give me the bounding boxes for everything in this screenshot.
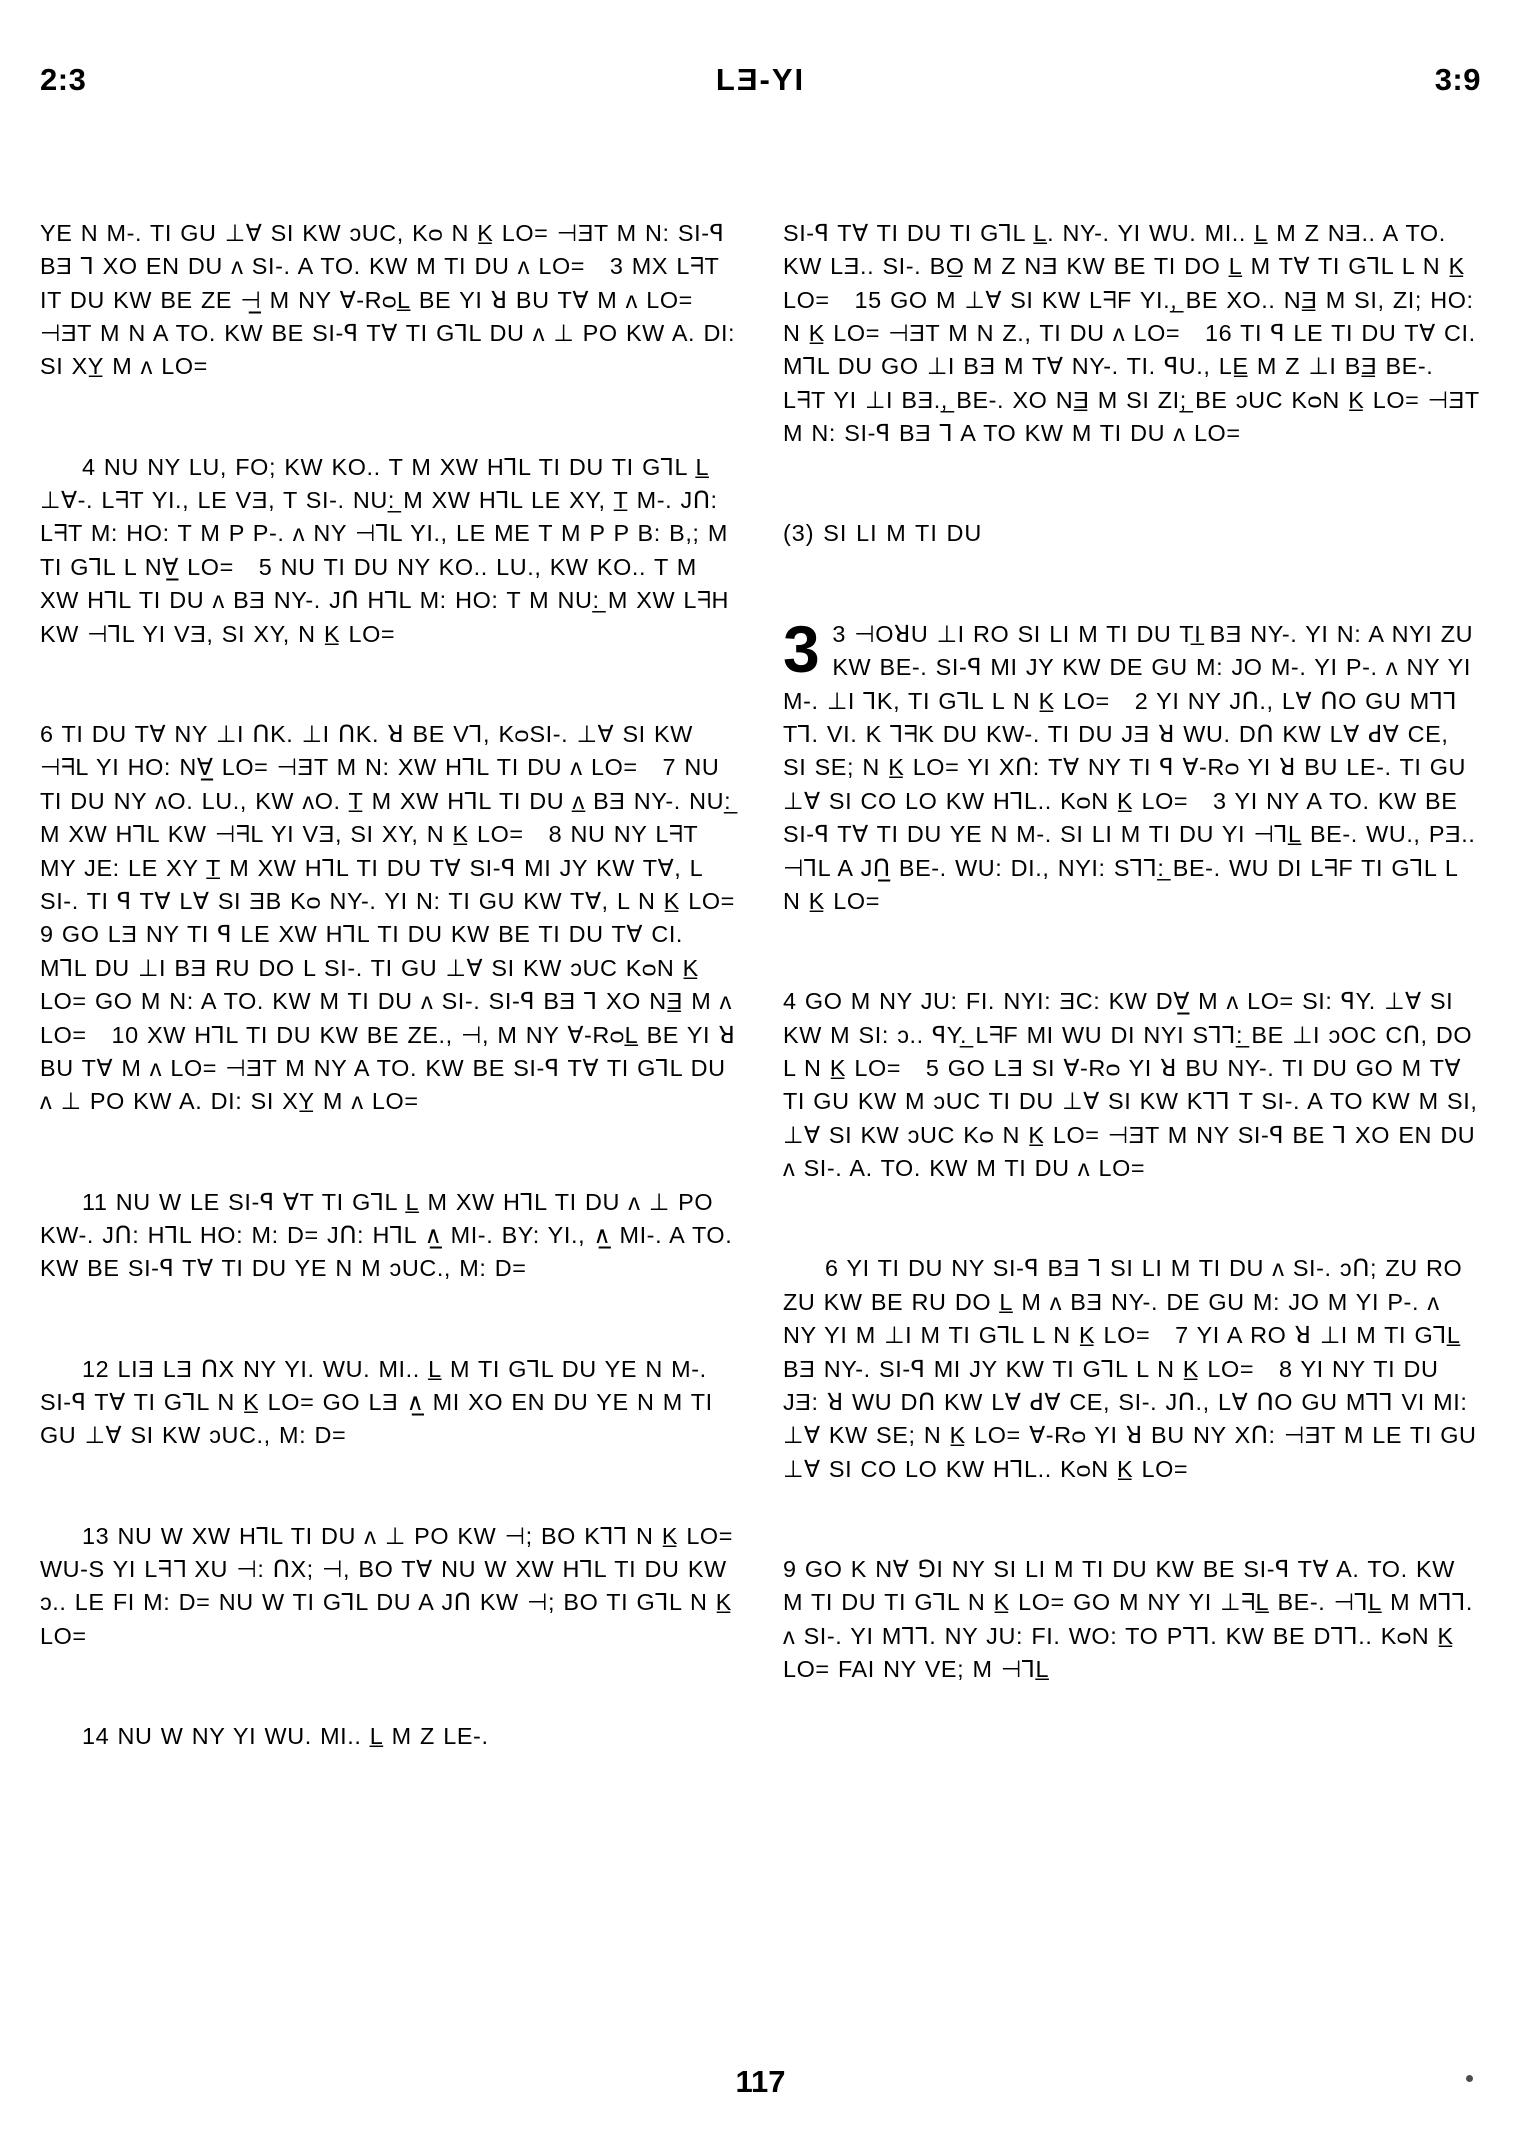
paragraph: 11 NU W LE SI-ꟼ ∀T TI GꓶL L̲ M XW HꓶL TI DU ʌ ⊥ PO KW-. Jꓵ: HꓶL HO: M: D= Jꓵ: HꓶL ∧̲ MI-. BY: YI., ∧̲ MI-. A TO. KW BE SI-ꟼ T∀ TI DU YE N M ᴐUC., M: D= (40, 1188, 741, 1282)
paragraph: 12 LIƎ LƎ ꓵX NY YI. WU. MI.. L̲ M TI GꓶL DU YE N M-. SI-ꟼ T∀ TI GꓶL N K̲ LO= GO LƎ ∧̲ MI XO EN DU YE N M TI GU ⊥∀ SI KW ᴐUC., M: D= (40, 1355, 722, 1449)
scan-speck (1466, 2075, 1473, 2082)
paragraph: 6 TI DU T∀ NY ⊥I ꓵK. ⊥I ꓵK. ꓤ BE V⅂, KᴑSI-. ⊥∀ SI KW ⊣ᖷL YI HO: N∀̲ LO= ⊣ƎT M N: XW HꓶL TI DU ʌ LO= 7 NU TI DU NY ʌO. LU., KW ʌO. T̲ M XW HꓶL TI DU ʌ̲ BƎ NY-. NU:̲ M XW HꓶL KW ⊣ᖷL YI VƎ, SI XY, N K̲ LO= 8 NU NY LᖷT MY JE: LE XY T̲ M XW HꓶL TI DU T∀ SI-ꟼ MI JY KW T∀, L SI-. TI ꟼ T∀ L∀ SI ƎB Kᴑ NY-. YI N: TI GU KW T∀, L N K̲ LO= 9 GO LƎ NY TI ꟼ LE XW HꓶL TI DU KW BE TI DU T∀ CI. MꓶL DU ⊥I BƎ RU DO L SI-. TI GU ⊥∀ SI KW ᴐUC KᴑN K̲ LO= GO M N: A TO. KW M TI DU ʌ SI-. SI-ꟼ BƎ ⅂ XO NƎ̲ M ʌ LO= 10 XW HꓶL TI DU KW BE ZE., ⊣, M NY ∀-RᴑL̲ BE YI ꓤ BU T∀ M ʌ LO= ⊣ƎT M NY A TO. KW BE SI-ꟼ T∀ TI GꓶL DU ʌ ⊥ PO KW A. DI: SI XY̲ M ʌ LO= (40, 720, 760, 1115)
paragraph: SI-ꟼ T∀ TI DU TI GꓶL L̲. NY-. YI WU. MI.. L̲ M Z NƎ.. A TO. KW LƎ.. SI-. BO̲ M Z NƎ KW BE TI DO L̲ M T∀ TI GꓶL L N K̲ LO= 15 GO M ⊥∀ SI KW LᖷF YI.,̲ BE XO.. NƎ̲ M SI, ZI; HO: N K̲ LO= ⊣ƎT M N Z., TI DU ʌ LO= 16 TI ꟼ LE TI DU T∀ CI. MꓶL DU GO ⊥I BƎ M T∀ NY-. TI. ꟼU., LE̲ M Z ⊥I BƎ̲ BE-. LᖷT YI ⊥I BƎ.,̲ BE-. XO NƎ̲ M SI ZI;̲ BE ᴐUC KᴑN K̲ LO= ⊣ƎT M N: SI-ꟼ BƎ ⅂ A TO KW M TI DU ʌ LO= (783, 219, 1488, 447)
chapter-number: 3 (783, 611, 821, 686)
text-body (40, 150, 1488, 2030)
paragraph: 9 GO K N∀ ꓨI NY SI LI M TI DU KW BE SI-ꟼ T∀ A. TO. KW M TI DU TI GꓶL N K̲ LO= GO M NY YI ⊥ᖷL̲ BE-. ⊣ꓶL̲ M Mꓶ⅂. ʌ SI-. YI Mꓶ⅂. NY JU: FI. WO: TO Pꓶ⅂. KW BE Dꓶ⅂.. KᴑN K̲ LO= FAI NY VE; M ⊣ꓶL̲ (783, 1556, 1482, 1683)
column-right (783, 150, 1488, 2030)
paragraph: 14 NU W NY YI WU. MI.. L̲ M Z LE-. (82, 1723, 489, 1750)
paragraph: 13 NU W XW HꓶL TI DU ʌ ⊥ PO KW ⊣; BO Kꓶ⅂ N K̲ LO= WU-S YI Lᖷ⅂ XU ⊣: ꓵX; ⊣, BO T∀ NU W XW HꓶL TI DU KW ᴐ.. LE FI M: D= NU W TI GꓶL DU A Jꓵ KW ⊣; BO TI GꓶL N K̲ LO= (40, 1522, 742, 1649)
book-title: LƎ-YI (715, 62, 806, 97)
paragraph: YE N M-. TI GU ⊥∀ SI KW ᴐUC, Kᴑ N K̲ LO= ⊣ƎT M N: SI-ꟼ BƎ ⅂ XO EN DU ʌ SI-. A TO. KW M TI DU ʌ LO= 3 MX LᖷT IT DU KW BE ZE ⊣̲ M NY ∀-RᴑL̲ BE YI ꓤ BU T∀ M ʌ LO= ⊣ƎT M N A TO. KW BE SI-ꟼ T∀ TI GꓶL DU ʌ ⊥ PO KW A. DI: SI XY̲ M ʌ LO= (40, 219, 744, 380)
paragraph: 4 GO M NY JU: FI. NYI: ƎC: KW D∀̲ M ʌ LO= SI: ꟼY. ⊥∀ SI KW M SI: ᴐ.. ꟼY.̲ LᖷF MI WU DI NYI Sꓶ⅂:̲ BE ⊥I ᴐOC Cꓵ, DO L N K̲ LO= 5 GO LƎ SI ∀-Rᴑ YI ꓤ BU NY-. TI DU GO M T∀ TI GU KW M ᴐUC TI DU ⊥∀ SI KW Kꓶ⅂ T SI-. A TO KW M SI, ⊥∀ SI KW ᴐUC Kᴑ N K̲ LO= ⊣ƎT M NY SI-ꟼ BE ⅂ XO EN DU ʌ SI-. A. TO. KW M TI DU ʌ LO= (783, 988, 1486, 1182)
paragraph-text: 3 ⊣OꓤU ⊥I RO SI LI M TI DU TI̲ BƎ NY-. YI N: A NYI ZU KW BE-. SI-ꟼ MI JY KW DE GU M: JO M-. YI P-. ʌ NY YI M-. ⊥I ꓶK, TI GꓶL L N K̲ LO= 2 YI NY Jꓵ., L∀ ꓵO GU Mꓶ⅂ T⅂. VI. K ⅂ᖷK DU KW-. TI DU JƎ ꓤ WU. Dꓵ KW L∀ ꓒ∀ CE, SI SE; N K̲ LO= YI Xꓵ: T∀ NY TI ꟼ ∀-Rᴑ YI ꓤ BU LE-. TI GU ⊥∀ SI CO LO KW HꓶL.. KᴑN K̲ LO= 3 YI NY A TO. KW BE SI-ꟼ T∀ TI DU YE N M-. SI LI M TI DU YI ⊣ꓶL̲ BE-. WU., PƎ.. ⊣ꓶL A Jꓵ̲ BE-. WU: DI., NYI: Sꓶ⅂:̲ BE-. WU DI LᖷF TI GꓶL L N K̲ LO= (783, 620, 1484, 914)
paragraph: 6 YI TI DU NY SI-ꟼ BƎ ⅂ SI LI M TI DU ʌ SI-. ᴐꓵ; ZU RO ZU KW BE RU DO L̲ M ʌ BƎ NY-. DE GU M: JO M YI P-. ʌ NY YI M ⊥I M TI GꓶL L N K̲ LO= 7 YI A RO ꓤ ⊥I M TI GꓶL̲ BƎ NY-. SI-ꟼ MI JY KW TI GꓶL L N K̲ LO= 8 YI NY TI DU JƎ: ꓤ WU Dꓵ KW L∀ ꓒ∀ CE, SI-. Jꓵ., L∀ ꓵO GU Mꓶ⅂ VI MI: ⊥∀ KW SE; N K̲ LO= ∀-Rᴑ YI ꓤ BU NY Xꓵ: ⊣ƎT M LE TI GU ⊥∀ SI CO LO KW HꓶL.. KᴑN K̲ LO= (783, 1255, 1485, 1482)
page-number: 117 (735, 2064, 786, 2099)
column-left (40, 150, 760, 2030)
verse-range-right: 3:9 (1434, 62, 1481, 97)
running-head (40, 62, 1481, 110)
verse-range-left: 2:3 (40, 62, 87, 97)
paragraph: 4 NU NY LU, FO; KW KO.. T M XW HꓶL TI DU TI GꓶL L̲ ⊥∀-. LᖷT YI., LE VƎ, T SI-. NU:̲ M XW HꓶL LE XY, T̲ M-. Jꓵ: LᖷT M: HO: T M P P-. ʌ NY ⊣ꓶL YI., LE ME T M P P B: B,; M TI GꓶL L N∀̲ LO= 5 NU TI DU NY KO.. LU., KW KO.. T M XW HꓶL TI DU ʌ BƎ NY-. Jꓵ HꓶL M: HO: T M NU:̲ M XW LᖷH KW ⊣ꓶL YI VƎ, SI XY, N K̲ LO= (40, 453, 738, 647)
paragraph-with-drop-cap (783, 611, 1484, 919)
section-heading: (3) SI LI M TI DU (783, 520, 983, 547)
